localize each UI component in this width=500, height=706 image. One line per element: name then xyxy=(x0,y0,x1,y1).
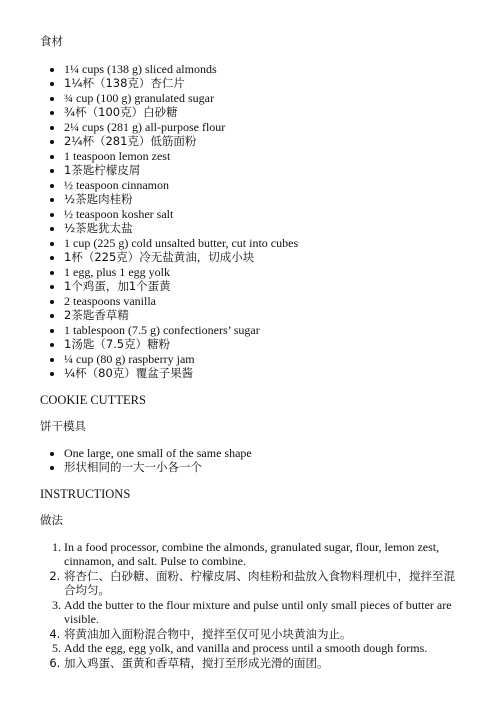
cookie-cutters-heading: COOKIE CUTTERS xyxy=(40,392,146,407)
cutter-item: • 形状相同的一大一小各一个 xyxy=(64,460,460,475)
ingredient-item: • 2茶匙香草精 xyxy=(64,308,460,323)
ingredient-item: • 1 egg, plus 1 egg yolk xyxy=(64,265,460,280)
ingredient-item: • 1¼杯（138克）杏仁片 xyxy=(64,76,460,91)
instruction-step: 5. Add the egg, egg yolk, and vanilla and process until a smooth dough forms. xyxy=(64,641,460,656)
ingredient-item: • 2 teaspoons vanilla xyxy=(64,294,460,309)
instruction-step: 4. 将黄油加入面粉混合物中，搅拌至仅可见小块黄油为止。 xyxy=(64,627,460,642)
ingredient-item: • ½ teaspoon kosher salt xyxy=(64,207,460,222)
ingredient-item: • 1个鸡蛋，加1个蛋黄 xyxy=(64,279,460,294)
ingredient-item: • ¼ cup (80 g) raspberry jam xyxy=(64,352,460,367)
instruction-step: 6. 加入鸡蛋、蛋黄和香草精，搅打至形成光滑的面团。 xyxy=(64,656,460,671)
ingredient-item: • 1 teaspoon lemon zest xyxy=(64,149,460,164)
ingredient-item: • 1茶匙柠檬皮屑 xyxy=(64,163,460,178)
instructions-list xyxy=(40,540,460,671)
ingredient-item: • 1¼ cups (138 g) sliced almonds xyxy=(64,62,460,77)
instruction-step: 3. Add the butter to the flour mixture and pulse until only small pieces of butter are visible. xyxy=(64,598,460,627)
ingredient-item: • ¾ cup (100 g) granulated sugar xyxy=(64,91,460,106)
ingredient-item: • ¾杯（100克）白砂糖 xyxy=(64,105,460,120)
cookie-cutters-list xyxy=(40,446,460,475)
ingredient-item: • 1 cup (225 g) cold unsalted butter, cut into cubes xyxy=(64,236,460,251)
ingredients-list xyxy=(40,62,460,381)
instruction-step: 1. In a food processor, combine the almonds, granulated sugar, flour, lemon zest, cinnamon, and salt. Pulse to combine. xyxy=(64,540,460,569)
instructions-heading: INSTRUCTIONS xyxy=(40,486,131,501)
instructions-heading-zh: 做法 xyxy=(40,513,63,527)
ingredients-heading: 食材 xyxy=(40,34,63,48)
ingredient-item: • 2¼杯（281克）低筋面粉 xyxy=(64,134,460,149)
cookie-cutters-heading-zh: 饼干模具 xyxy=(40,419,86,433)
ingredient-item: • 1杯（225克）冷无盐黄油，切成小块 xyxy=(64,250,460,265)
ingredient-item: • 2¼ cups (281 g) all-purpose flour xyxy=(64,120,460,135)
ingredient-item: • ½茶匙犹太盐 xyxy=(64,221,460,236)
ingredient-item: • ¼杯（80克）覆盆子果酱 xyxy=(64,366,460,381)
ingredient-item: • 1汤匙（7.5克）糖粉 xyxy=(64,337,460,352)
cutter-item: • One large, one small of the same shape xyxy=(64,446,460,461)
instruction-step: 2. 将杏仁、白砂糖、面粉、柠檬皮屑、肉桂粉和盐放入食物料理机中，搅拌至混合均匀。 xyxy=(64,569,460,598)
ingredient-item: • 1 tablespoon (7.5 g) confectioners’ sugar xyxy=(64,323,460,338)
ingredient-item: • ½ teaspoon cinnamon xyxy=(64,178,460,193)
ingredient-item: • ½茶匙肉桂粉 xyxy=(64,192,460,207)
